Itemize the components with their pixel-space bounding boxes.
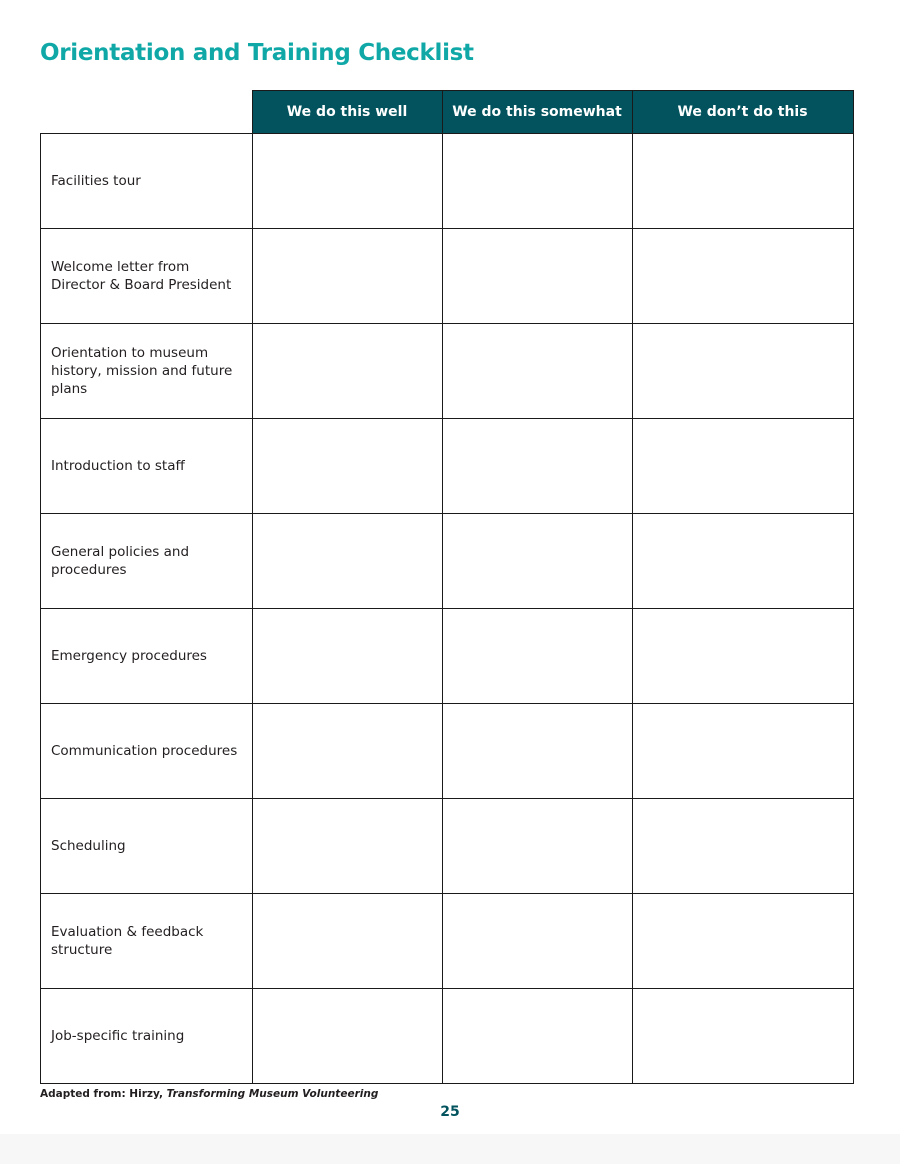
row-label: Scheduling bbox=[41, 799, 253, 894]
table-row bbox=[41, 609, 854, 704]
source-prefix: Adapted from: Hirzy, bbox=[40, 1088, 167, 1100]
table-row bbox=[41, 419, 854, 514]
cell-dont[interactable] bbox=[632, 989, 853, 1084]
row-label: Communication procedures bbox=[41, 704, 253, 799]
cell-well[interactable] bbox=[252, 419, 442, 514]
source-title: Transforming Museum Volunteering bbox=[166, 1088, 379, 1100]
cell-dont[interactable] bbox=[632, 609, 853, 704]
table-row bbox=[41, 799, 854, 894]
cell-well[interactable] bbox=[252, 324, 442, 419]
header-blank-cell bbox=[41, 91, 253, 134]
table-row bbox=[41, 134, 854, 229]
table-row bbox=[41, 989, 854, 1084]
cell-dont[interactable] bbox=[632, 229, 853, 324]
cell-somewhat[interactable] bbox=[442, 704, 632, 799]
cell-somewhat[interactable] bbox=[442, 894, 632, 989]
cell-well[interactable] bbox=[252, 609, 442, 704]
cell-somewhat[interactable] bbox=[442, 324, 632, 419]
cell-dont[interactable] bbox=[632, 324, 853, 419]
cell-well[interactable] bbox=[252, 514, 442, 609]
row-label: Introduction to staff bbox=[41, 419, 253, 514]
table-row bbox=[41, 704, 854, 799]
cell-well[interactable] bbox=[252, 704, 442, 799]
column-header-dont: We don’t do this bbox=[632, 91, 853, 134]
cell-dont[interactable] bbox=[632, 704, 853, 799]
page-bottom-band bbox=[0, 1134, 900, 1164]
cell-well[interactable] bbox=[252, 799, 442, 894]
cell-well[interactable] bbox=[252, 229, 442, 324]
checklist-table bbox=[40, 90, 854, 1084]
cell-well[interactable] bbox=[252, 134, 442, 229]
row-label: Orientation to museum history, mission and future plans bbox=[41, 324, 253, 419]
cell-well[interactable] bbox=[252, 894, 442, 989]
row-label: Welcome letter from Director & Board President bbox=[41, 229, 253, 324]
cell-somewhat[interactable] bbox=[442, 229, 632, 324]
cell-dont[interactable] bbox=[632, 134, 853, 229]
cell-somewhat[interactable] bbox=[442, 514, 632, 609]
cell-well[interactable] bbox=[252, 989, 442, 1084]
cell-somewhat[interactable] bbox=[442, 134, 632, 229]
cell-dont[interactable] bbox=[632, 514, 853, 609]
table-row bbox=[41, 894, 854, 989]
column-header-somewhat: We do this somewhat bbox=[442, 91, 632, 134]
table-row bbox=[41, 324, 854, 419]
table-row bbox=[41, 229, 854, 324]
source-citation bbox=[40, 1088, 378, 1100]
page-number: 25 bbox=[440, 1104, 460, 1120]
row-label: Job-specific training bbox=[41, 989, 253, 1084]
row-label: General policies and procedures bbox=[41, 514, 253, 609]
cell-somewhat[interactable] bbox=[442, 799, 632, 894]
row-label: Emergency procedures bbox=[41, 609, 253, 704]
cell-dont[interactable] bbox=[632, 799, 853, 894]
header-row bbox=[41, 91, 854, 134]
row-label: Facilities tour bbox=[41, 134, 253, 229]
cell-somewhat[interactable] bbox=[442, 609, 632, 704]
column-header-well: We do this well bbox=[252, 91, 442, 134]
row-label: Evaluation & feedback structure bbox=[41, 894, 253, 989]
cell-dont[interactable] bbox=[632, 894, 853, 989]
page-title: Orientation and Training Checklist bbox=[40, 40, 474, 66]
cell-dont[interactable] bbox=[632, 419, 853, 514]
table-row bbox=[41, 514, 854, 609]
cell-somewhat[interactable] bbox=[442, 419, 632, 514]
cell-somewhat[interactable] bbox=[442, 989, 632, 1084]
